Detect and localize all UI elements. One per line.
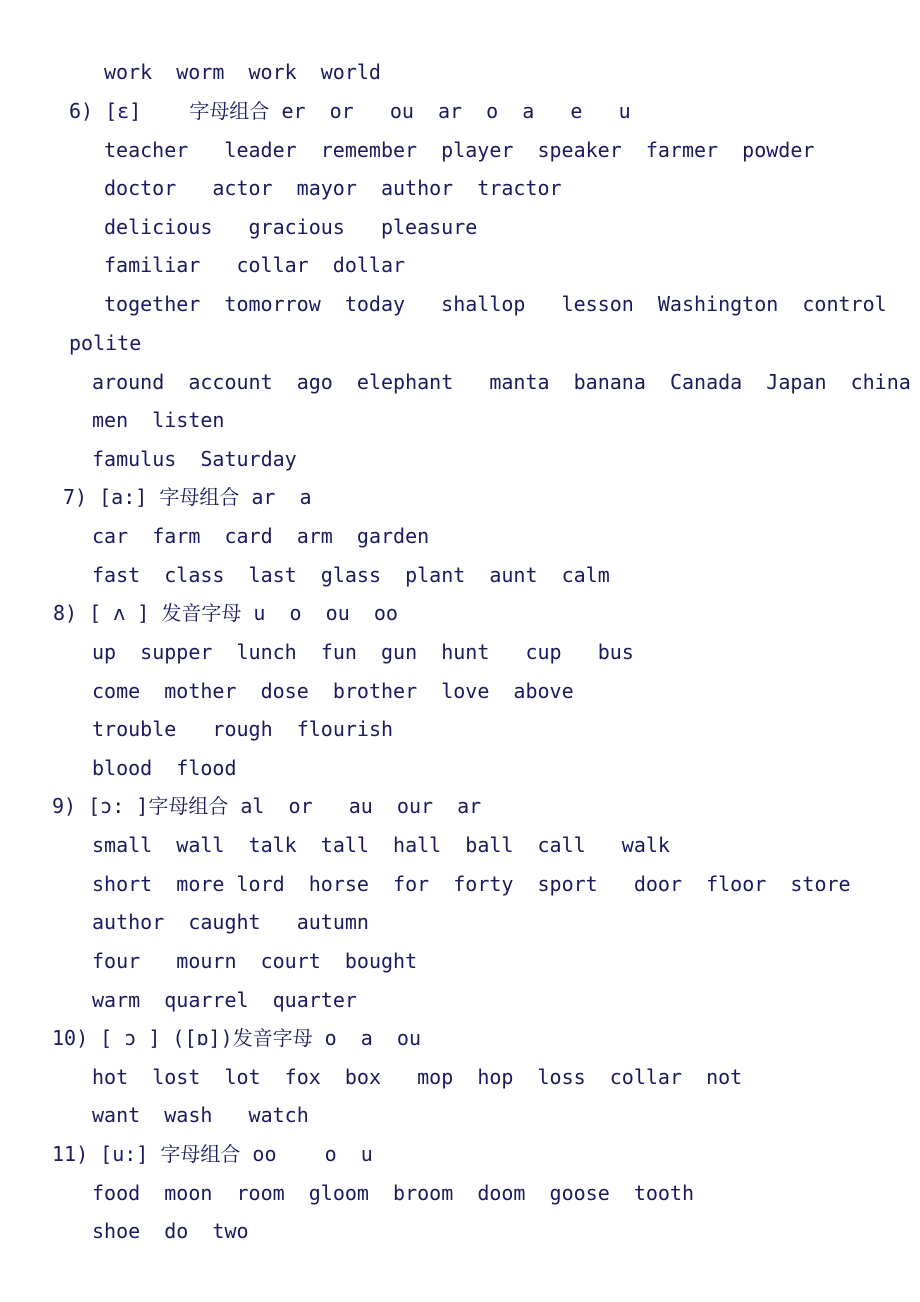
word-line: four mourn court bought	[92, 949, 418, 973]
word-line: together tomorrow today shallop lesson Washington control	[104, 292, 887, 316]
word-line: polite	[69, 331, 142, 355]
word-line: shoe do two	[92, 1219, 249, 1243]
section-heading-7: 7) [a:] 字母组合 ar a	[63, 485, 312, 509]
word-line: want wash watch	[92, 1103, 309, 1127]
word-line: car farm card arm garden	[92, 524, 430, 548]
word-line: doctor actor mayor author tractor	[104, 176, 562, 200]
word-line: fast class last glass plant aunt calm	[92, 563, 610, 587]
word-line: famulus Saturday	[92, 447, 297, 471]
section-heading-8: 8) [ ʌ ] 发音字母 u o ou oo	[53, 601, 398, 625]
word-line: food moon room gloom broom doom goose tooth	[92, 1181, 695, 1205]
word-line: around account ago elephant manta banana Canada Japan china	[92, 370, 911, 394]
word-line: hot lost lot fox box mop hop loss collar not	[92, 1065, 743, 1089]
section-heading-9: 9) [ɔ: ]字母组合 al or au our ar	[52, 794, 482, 818]
word-line: men listen	[92, 408, 225, 432]
word-line: short more lord horse for forty sport door floor store	[92, 872, 851, 896]
word-line: teacher leader remember player speaker farmer powder	[104, 138, 815, 162]
section-heading-11: 11) [u:] 字母组合 oo o u	[52, 1142, 373, 1166]
section-heading-10: 10) [ ɔ ] ([ɒ])发音字母 o a ou	[52, 1026, 421, 1050]
word-line: up supper lunch fun gun hunt cup bus	[92, 640, 634, 664]
word-line: trouble rough flourish	[92, 717, 394, 741]
section-heading-6: 6) [ɛ] 字母组合 er or ou ar o a e u	[69, 99, 631, 123]
word-line: author caught autumn	[92, 910, 369, 934]
word-line: work worm work world	[104, 60, 381, 84]
word-line: delicious gracious pleasure	[104, 215, 478, 239]
word-line: come mother dose brother love above	[92, 679, 574, 703]
word-line: small wall talk tall hall ball call walk	[92, 833, 670, 857]
word-line: warm quarrel quarter	[92, 988, 357, 1012]
word-line: familiar collar dollar	[104, 253, 406, 277]
word-line: blood flood	[92, 756, 237, 780]
